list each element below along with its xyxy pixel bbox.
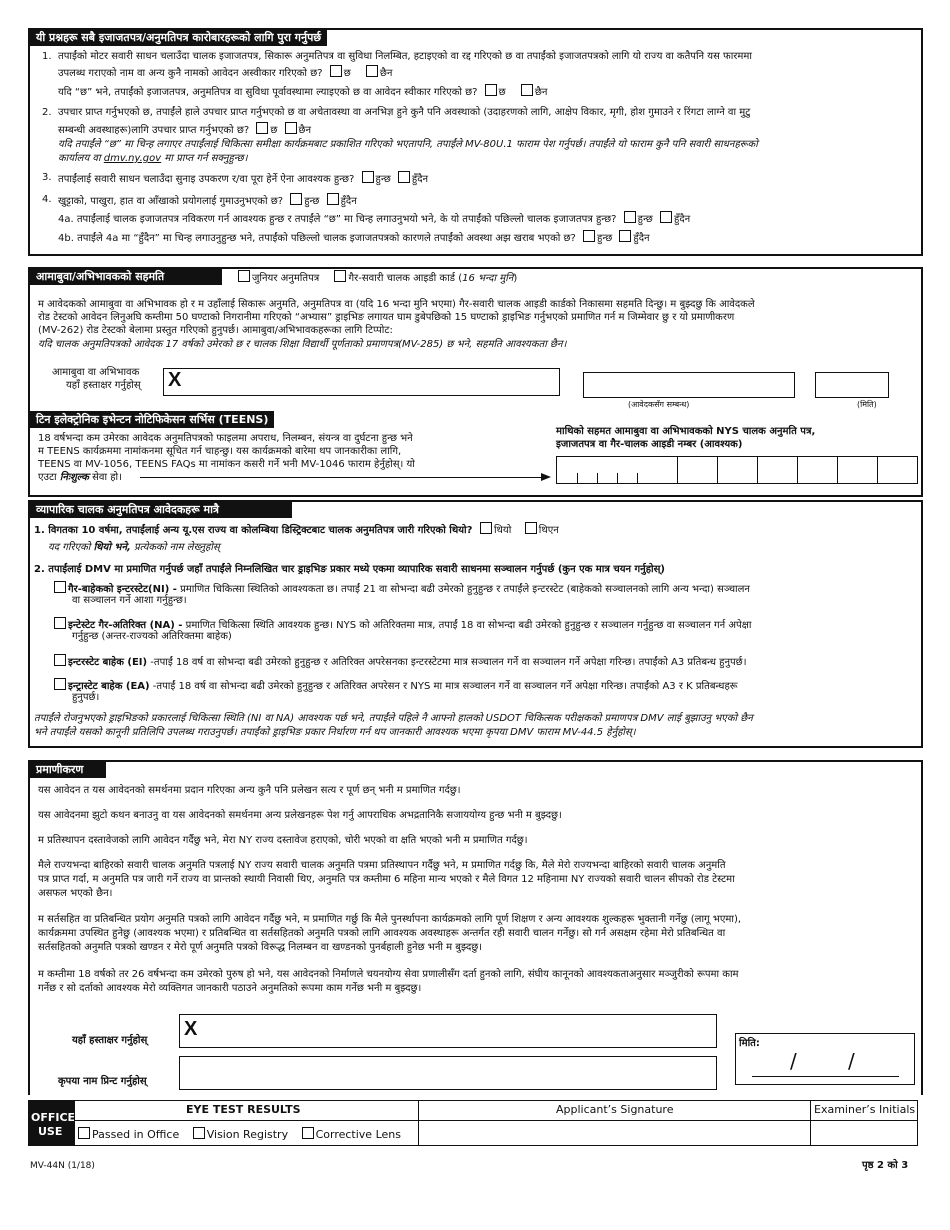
q2-text-line2: सम्बन्धी अवस्थाहरू)लागि उपचार प्राप्त गर्नुभएको छ? छ छैन bbox=[58, 122, 311, 137]
parent-signature-x-mark: X bbox=[168, 369, 182, 391]
applicant-signature-field[interactable] bbox=[179, 1014, 717, 1048]
teens-line3: TEENS वा MV-1056, TEENS FAQs मा नामांकन कसरी गर्ने भनी MV-1046 फाराम हेर्नुहोस्। यो bbox=[38, 459, 415, 470]
ei-checkbox[interactable] bbox=[54, 654, 66, 666]
office-label: OFFICE bbox=[31, 1111, 76, 1124]
cert-para1: यस आवेदन त यस आवेदनको समर्थनमा प्रदान गरिएका अन्य कुनै पनि प्रलेखन सत्य र पूर्ण छन् भनी म प्रमाणित गर्दछु। bbox=[38, 785, 461, 796]
cdl-q1-yes-checkbox[interactable] bbox=[480, 522, 492, 534]
cert-para5-line1: म सर्तसहित वा प्रतिबन्धित प्रयोग अनुमति पत्रको लागि आवेदन गर्दैछु भने, म प्रमाणित गर्छु कि मैले पुनर्स्थापना कार्यक्रमको लागि पूर्ण शिक्षण र अन्य आवश्यक शुल्कहरू भुक्तानी गर्नेछु (लागू भएमा), bbox=[38, 914, 742, 925]
cert-para4-line1: मैले राज्यभन्दा बाहिरको सवारी चालक अनुमति पत्रलाई NY राज्य सवारी चालक अनुमति पत्रमा प्रतिस्थापन गर्दैछु भने, म प्रमाणित गर्दछु कि, मैले मेरो राज्यभन्दा बाहिरको सवारी चालक अनुमति bbox=[38, 860, 726, 871]
section-license-questions-header: यी प्रश्नहरू सबै इजाजतपत्र/अनुमतिपत्र कारोबारहरूको लागि पुरा गर्नुपर्छ bbox=[30, 29, 327, 46]
cdl-note-line2: भने तपाईंले यसको कानूनी प्रतिलिपि उपलब्ध गराउनुपर्छ। तपाईंको ड्राइभिङ प्रकार निर्धारण गर्न थप जानकारी आवश्यक भएमा कृपया DMV फाराम MV-44.5 हेर्नुहोस्। bbox=[34, 727, 636, 738]
cdl-q2: 2. तपाईंलाई DMV मा प्रमाणित गर्नुपर्छ जहाँ तपाईंले निम्नलिखित चार ड्राइभिङ प्रकार मध्ये एकमा व्यापारिक सवारी साधनमा सञ्चालन गर्नुपर्छ (कुन एक मात्र चयन गर्नुहोस्) bbox=[34, 564, 665, 575]
q1-number: 1. bbox=[42, 51, 52, 62]
q4a-no-checkbox[interactable] bbox=[660, 211, 672, 223]
cert-date-box bbox=[735, 1033, 915, 1085]
teens-header: टिन इलेक्ट्रोनिक इभेन्टन नोटिफिकेसन सर्भिस (TEENS) bbox=[30, 411, 274, 428]
teens-id-label1: माथिको सहमत आमाबुवा वा अभिभावकको NYS चालक अनुमति पत्र, bbox=[556, 426, 816, 437]
applicant-sign-label: यहाँ हस्ताक्षर गर्नुहोस् bbox=[72, 1035, 148, 1046]
cdl-q1: 1. विगतका 10 वर्षमा, तपाईंलाई अन्य यू.एस राज्य वा कोलम्बिया डिस्ट्रिक्टबाट चालक अनुमतिपत्र जारी गरिएको थियो? थियो थिएन bbox=[34, 522, 559, 537]
q4-no-checkbox[interactable] bbox=[327, 193, 339, 205]
na-checkbox[interactable] bbox=[54, 617, 66, 629]
teens-line1: 18 वर्षभन्दा कम उमेरका आवेदक अनुमतिपत्रको फाइलमा अपराध, निलम्बन, संयन्त्र वा दुर्घटना हुन्छ भने bbox=[38, 433, 413, 444]
teens-id-label2: इजाजतपत्र वा गैर-चालक आइडी नम्बर (आवश्यक) bbox=[556, 439, 743, 450]
cert-date-input-line[interactable] bbox=[752, 1076, 899, 1077]
consent-para-line3: (MV-262) रोड टेस्टको बेलामा प्रस्तुत गरिएको हुनुपर्छ। आमाबुवा/अभिभावकहरूका लागि टिप्पोट: bbox=[38, 325, 393, 336]
vision-registry-checkbox[interactable] bbox=[193, 1127, 205, 1139]
parent-sign-label1: आमाबुवा वा अभिभावक bbox=[52, 367, 140, 378]
q3-yes-checkbox[interactable] bbox=[362, 171, 374, 183]
consent-options: जुनियर अनुमतिपत्र गैर-सवारी चालक आइडी कार्ड (16 भन्दा मुनि) bbox=[234, 270, 517, 285]
q1-text-line1: तपाईंको मोटर सवारी साधन चलाउँदा चालक इजाजतपत्र, सिकारू अनुमतिपत्र वा सुविधा निलम्बित, हटाइएको वा रद्द गरिएको छ वा तपाईंको इजाजतपत्रको लागि यो राज्य वा कतैपनि यस फारममा bbox=[58, 51, 752, 62]
cert-date-slash-1: / bbox=[790, 1049, 797, 1073]
teens-arrow bbox=[140, 477, 544, 478]
ea-checkbox[interactable] bbox=[54, 678, 66, 690]
q4b-yes-checkbox[interactable] bbox=[583, 230, 595, 242]
consent-para-line1: म आवेदकको आमाबुवा वा अभिभावक हो र म उहाँलाई सिकारू अनुमति, अनुमतिपत्र वा (यदि 16 भन्दा मुनि भएमा) गैर-सवारी चालक आइडी कार्डको निकासमा सहमति दिन्छु। म बुझ्दछु कि आवेदकले bbox=[38, 299, 755, 310]
q1-text-line3: यदि “छ” भने, तपाईंको इजाजतपत्र, अनुमतिपत्र वा सुविधा पूर्वावस्थामा ल्याइएको छ वा आवेदन स्वीकार गरिएको छ? छ छैन bbox=[58, 84, 547, 99]
non-driver-id-checkbox[interactable] bbox=[334, 270, 346, 282]
cert-para5-line3: सर्तसहितको अनुमति पत्रको खण्डन र मेरो पूर्ण अनुमति पत्रको विरूद्ध निलम्बन वा खण्डनको पुनर्बहाली हुनेछ भनी म बुझ्दछु। bbox=[38, 942, 483, 953]
q1-yes-checkbox[interactable] bbox=[330, 65, 342, 77]
parent-date-field[interactable] bbox=[815, 372, 889, 398]
cdl-option-na: इन्टेस्टेट गैर-अतिरिक्त (NA) - प्रमाणित चिकित्सा स्थिति आवश्यक हुन्छ। NYS को अतिरिक्तमा मात्र, तपाईं 18 वा सोभन्दा बढी उमेरको हुनुहुन्छ र सञ्चालन गर्नुहुन्छ वा सञ्चालन गर्न अपेक्षा bbox=[54, 617, 752, 632]
q1-no-checkbox[interactable] bbox=[366, 65, 378, 77]
q4-yes-checkbox[interactable] bbox=[290, 193, 302, 205]
cert-para6-line1: म कम्तीमा 18 वर्षको तर 26 वर्षभन्दा कम उमेरको पुरुष हो भने, यस आवेदनको निर्माणले चयनयोग्य सेवा प्रणालीसँग दर्ता हुनको लागि, संघीय कानूनको आवश्यकताअनुसार मञ्जुरीको रूपमा काम bbox=[38, 969, 739, 980]
q2-note-line2: कार्यालय वा dmv.ny.gov मा प्राप्त गर्न सक्नुहुन्छ। bbox=[58, 153, 248, 164]
cdl-option-ni: गैर-बाहेकको इन्टरस्टेट(NI) - प्रमाणित चिकित्सा स्थितिको आवश्यकता छ। तपाईं 21 वा सोभन्दा बढी उमेरको हुनुहुन्छ र तपाईंले इन्टरस्टेट (बाहेकको सञ्चालनको लागि अन्य भन्दा) सञ्चालन bbox=[54, 581, 750, 596]
applicant-signature-x-mark: X bbox=[184, 1018, 198, 1040]
cdl-q1-sub: यद गरिएको थियो भने, प्रत्येकको नाम लेख्नुहोस् bbox=[48, 542, 220, 553]
office-applicant-signature-field[interactable] bbox=[418, 1120, 811, 1146]
q3-no-checkbox[interactable] bbox=[398, 171, 410, 183]
ni-checkbox[interactable] bbox=[54, 581, 66, 593]
use-label: USE bbox=[38, 1125, 63, 1138]
teens-line2: म TEENS कार्यक्रममा नामांकनमा सूचित गर्न चाहन्छु। यस कार्यक्रमको बारेमा थप जानकारीका लागि, bbox=[38, 446, 402, 457]
q4b-text: 4b. तपाईंले 4a मा “हुँदैन” मा चिन्ह लगाउनुहुन्छ भने, तपाईंको पछिल्लो चालक इजाजतपत्रको कारणले तपाईंको अवस्था अझ खराब भएको छ? हुन्छ हुँदैन bbox=[58, 230, 650, 245]
q2-text-line1: उपचार प्राप्त गर्नुभएको छ, तपाईंले हाले उपचार प्राप्त गर्नुभएको छ वा अचेतावस्था वा अनभिज्ञ हुने कुनै पनि अवस्थाको (उदाहरणको लागि, आक्षेप विकार, मृगी, होश गुमाउने र रिंगटा लाग्ने वा मुटु bbox=[58, 107, 751, 118]
page-number: पृष्ठ 2 को 3 bbox=[862, 1160, 909, 1171]
cert-date-slash-2: / bbox=[848, 1049, 855, 1073]
q2-note-line1: यदि तपाईंले “छ” मा चिन्ह लगाएर तपाईंलाई चिकित्सा समीक्षा कार्यक्रमबाट प्रकाशित गरिएको भएतापनि, तपाईंले MV-80U.1 फाराम पेश गर्नुपर्छ। तपाईंले यो फाराम कुनै पनि सवारी साधनहरूको bbox=[58, 139, 758, 150]
q2-number: 2. bbox=[42, 107, 52, 118]
cdl-option-ni-line2: वा सञ्चालन गर्ने आशा गर्नुहुन्छ। bbox=[72, 595, 187, 606]
dmv-website-link[interactable]: dmv.ny.gov bbox=[103, 153, 162, 164]
q4-text: खुट्टाको, पाखुरा, हात वा आँखाको प्रयोगलाई गुमाउनुभएको छ? हुन्छ हुँदैन bbox=[58, 193, 357, 208]
print-name-label: कृपया नाम प्रिन्ट गर्नुहोस् bbox=[58, 1076, 147, 1087]
q4b-no-checkbox[interactable] bbox=[619, 230, 631, 242]
q2-no-checkbox[interactable] bbox=[285, 122, 297, 134]
eye-test-options: Passed in Office Vision Registry Corrective Lens bbox=[78, 1127, 401, 1141]
q3-number: 3. bbox=[42, 172, 52, 183]
q4a-text: 4a. तपाईंलाई चालक इजाजतपत्र नविकरण गर्न आवश्यक हुन्छ र तपाईंले “छ” मा चिन्ह लगाउनुभयो भने, के यो तपाईंको पछिल्लो चालक इजाजतपत्र हुन्छ? हुन्छ हुँदैन bbox=[58, 211, 690, 226]
cert-para4-line2: पत्र प्राप्त गर्दा, म अनुमति पत्र जारी गर्ने राज्य वा प्रान्तको स्थायी निवासी थिए, अनुमति पत्र कम्तीमा 6 महिना मान्य भएको र मैले विगत 12 महिनामा NY राज्यको सवारी चालन सीपको रोड टेस्टमा bbox=[38, 874, 735, 885]
cert-date-label: मिति: bbox=[739, 1038, 760, 1049]
cert-para4-line3: असफल भएको छैन। bbox=[38, 888, 113, 899]
section-commercial-header: व्यापारिक चालक अनुमतिपत्र आवेदकहरू मात्रै bbox=[30, 501, 292, 518]
cdl-option-ea: इन्ट्रास्टेट बाहेक (EA) -तपाईं 18 वर्ष वा सोभन्दा बढी उमेरको हुनुहुन्छ र अतिरिक्त अपरेसन र NYS मा मात्र सञ्चालन गर्ने वा सञ्चालन गर्ने अपेक्षा गरिन्छ। तपाईंको A3 र K प्रतिबन्धहरू bbox=[54, 678, 738, 693]
parent-date-label: (मिति) bbox=[857, 400, 877, 409]
cdl-option-na-line2: गर्नुहुन्छ (अन्तर-राज्यको अतिरिक्तमा बाहेक) bbox=[72, 631, 232, 642]
eye-test-title: EYE TEST RESULTS bbox=[186, 1103, 301, 1116]
cdl-note-line1: तपाईंले रोजनुभएको ड्राइभिङको प्रकारलाई चिकित्सा स्थिति (NI वा NA) आवश्यक पर्छ भने, तपाईंले पहिले नै आफ्नो हालको USDOT चिकित्सक परीक्षकको प्रमाणपत्र DMV लाई बुझाउनु भएको छैन bbox=[34, 713, 753, 724]
form-id: MV-44N (1/18) bbox=[30, 1161, 95, 1171]
teens-arrow-head bbox=[541, 473, 551, 481]
relationship-label: (आवेदकसँग सम्बन्ध) bbox=[628, 400, 690, 409]
q3-text: तपाईंलाई सवारी साधन चलाउँदा सुनाइ उपकरण र/वा पूरा हेर्ने ऐना आवश्यक हुन्छ? हुन्छ हुँदैन bbox=[58, 171, 428, 186]
section-parent-consent-header: आमाबुवा/अभिभावकको सहमति bbox=[30, 268, 222, 285]
consent-para-line4: यदि चालक अनुमतिपत्रको आवेदक 17 वर्षको उमेरको छ र चालक शिक्षा विद्यार्थी पूर्णताको प्रमाणपत्र(MV-285) छ भने, सहमति आवश्यकता छैन। bbox=[38, 339, 567, 350]
examiner-title: Examiner’s Initials bbox=[814, 1103, 916, 1116]
parent-signature-field[interactable] bbox=[163, 368, 560, 396]
print-name-field[interactable] bbox=[179, 1056, 717, 1090]
q2-yes-checkbox[interactable] bbox=[256, 122, 268, 134]
consent-para-line2: रोड टेस्टको आवेदन लिनुअघि कम्तीमा 50 घण्टाको निगरानीमा गरिएको “अभ्यास” ड्राइभिङ लगायत घाम डुबेपछिको 15 घण्टाको ड्राइभिङ गर्नुभएको प्रमाणित गर्न म जिम्मेवार छु र यो प्रमाणीकरण bbox=[38, 312, 735, 323]
cdl-option-ei: इन्टरस्टेट बाहेक (EI) -तपाईं 18 वर्ष वा सोभन्दा बढी उमेरको हुनुहुन्छ र अतिरिक्त अपरेसनका इन्टरस्टेटमा मात्र सञ्चालन गर्ने वा सञ्चालन गर्ने अपेक्षा गरिन्छ। तपाईंको A3 प्रतिबन्ध हुनुपर्छ। bbox=[54, 654, 746, 669]
q1-restored-yes-checkbox[interactable] bbox=[485, 84, 497, 96]
teens-line4: एउटा निःशुल्क सेवा हो। bbox=[38, 472, 122, 483]
q1-text-line2: उपलब्ध गराएको नाम वा अन्य कुनै नामको आवेदन अस्वीकार गरिएको छ? छ छैन bbox=[58, 65, 392, 80]
cdl-q1-no-checkbox[interactable] bbox=[525, 522, 537, 534]
q4a-yes-checkbox[interactable] bbox=[624, 211, 636, 223]
q1-restored-no-checkbox[interactable] bbox=[521, 84, 533, 96]
examiner-initials-field[interactable] bbox=[810, 1120, 918, 1146]
applicant-signature-title: Applicant’s Signature bbox=[556, 1103, 674, 1116]
junior-permit-checkbox[interactable] bbox=[238, 270, 250, 282]
cdl-option-ea-line2: हुनुपर्छ। bbox=[72, 692, 100, 703]
cert-para3: म प्रतिस्थापन दस्तावेजको लागि आवेदन गर्दैछु भने, मेरा NY राज्य दस्तावेज हराएको, चोरी भएको वा क्षति भएको भनी म प्रमाणित गर्दछु। bbox=[38, 835, 528, 846]
cert-para6-line2: गर्नेछ र सो दर्ताको आवश्यक मेरो व्यक्तिगत जानकारी पठाउने अनुमतिको रूपमा काम गर्नेछ भनी म बुझ्दछु। bbox=[38, 983, 422, 994]
corrective-lens-checkbox[interactable] bbox=[302, 1127, 314, 1139]
cert-para5-line2: कार्यक्रममा उपस्थित हुनेछु (आवश्यक भएमा) र प्रतिबन्धित वा सर्तसहितको अनुमति पत्रको लागि आवश्यक अवस्थाहरू अन्तर्गत रही सवारी चालन गर्नेछु। सो गर्न असक्षम रहेमा मेरो प्रतिबन्धित वा bbox=[38, 928, 726, 939]
relationship-field[interactable] bbox=[583, 372, 795, 398]
section-certification-header: प्रमाणीकरण bbox=[30, 761, 106, 778]
parent-sign-label2: यहाँ हस्ताक्षर गर्नुहोस् bbox=[66, 380, 141, 391]
cert-para2: यस आवेदनमा झुटो कथन बनाउनु वा यस आवेदनको समर्थनमा अन्य प्रलेखनहरू पेश गर्नु आपराधिक अभद्रतानिकै सजाययोग्य हुन्छ भनी म बुझ्दछु। bbox=[38, 810, 562, 821]
q4-number: 4. bbox=[42, 194, 52, 205]
parent-id-number-field[interactable] bbox=[556, 456, 918, 484]
passed-in-office-checkbox[interactable] bbox=[78, 1127, 90, 1139]
